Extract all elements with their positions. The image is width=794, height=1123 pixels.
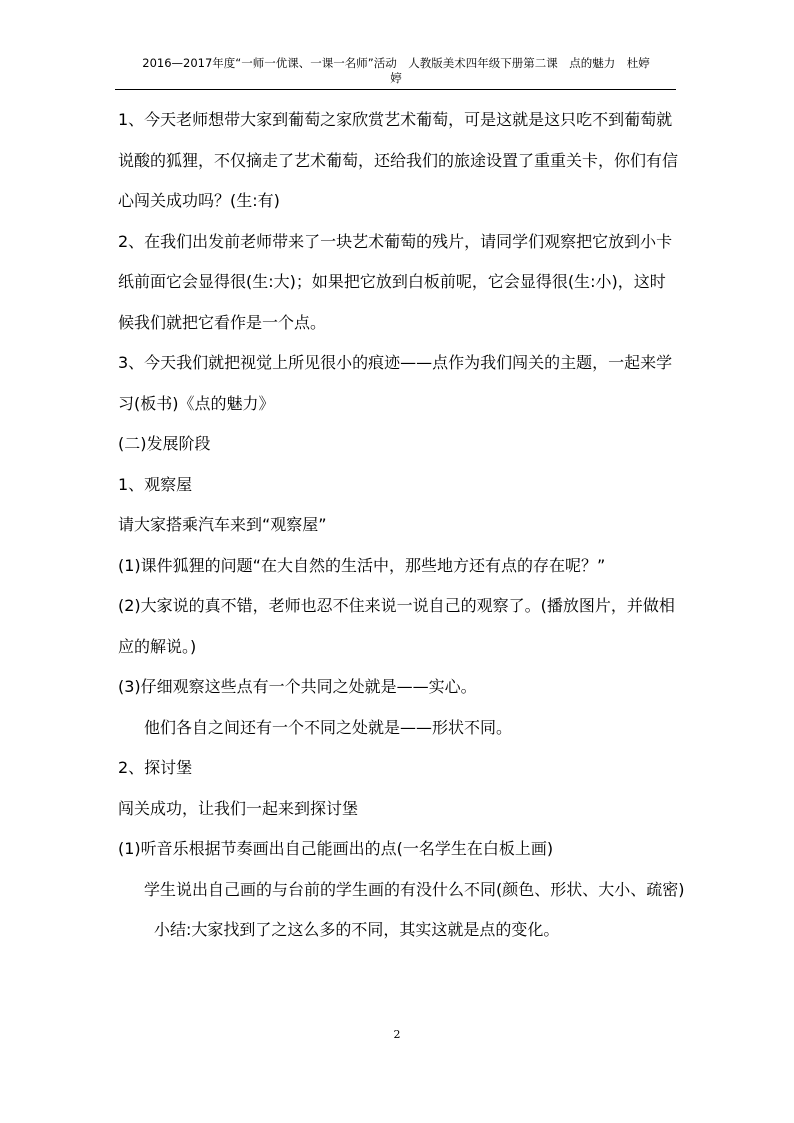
page-number: 2 xyxy=(393,1028,401,1041)
item-1-question-2-line-1: (2)大家说的真不错，老师也忍不住来说一说自己的观察了。(播放图片，并做相 xyxy=(118,596,675,615)
document-body xyxy=(118,100,685,951)
item-1-title: 1、观察屋 xyxy=(118,474,193,494)
paragraph-2-line-2: 纸前面它会显得很(生:大)；如果把它放到白板前呢，它会显得很(生:小)，这时 xyxy=(118,272,666,291)
item-2-question-1: (1)听音乐根据节奏画出自己能画出的点(一名学生在白板上画) xyxy=(118,839,554,858)
header-divider xyxy=(115,89,676,90)
paragraph-2-line-1: 2、在我们出发前老师带来了一块艺术葡萄的残片，请同学们观察把它放到小卡 xyxy=(118,231,673,251)
item-1-question-1: (1)课件狐狸的问题“在大自然的生活中，那些地方还有点的存在呢？” xyxy=(118,555,606,575)
item-2-title: 2、探讨堡 xyxy=(118,758,193,777)
section-heading: (二)发展阶段 xyxy=(118,434,211,453)
item-1-question-3: (3)仔细观察这些点有一个共同之处就是——实心。 xyxy=(118,677,477,696)
item-1-intro: 请大家搭乘汽车来到“观察屋” xyxy=(118,515,327,534)
header-line-2: 婷 xyxy=(390,71,402,85)
paragraph-1-line-3: 心闯关成功吗？(生:有) xyxy=(118,191,280,210)
paragraph-3-line-1: 3、今天我们就把视觉上所见很小的痕迹——点作为我们闯关的主题，一起来学 xyxy=(118,353,673,372)
item-2-intro: 闯关成功，让我们一起来到探讨堡 xyxy=(118,798,359,818)
item-2-question-1-continued: 学生说出自己画的与台前的学生画的有没什么不同(颜色、形状、大小、疏密) xyxy=(144,879,685,899)
item-2-summary: 小结:大家找到了之这么多的不同，其实这就是点的变化。 xyxy=(154,920,560,939)
paragraph-1-line-1: 1、今天老师想带大家到葡萄之家欣赏艺术葡萄，可是这就是这只吃不到葡萄就 xyxy=(118,110,673,129)
page-header xyxy=(115,56,677,86)
header-line-1: 2016—2017年度“一师一优课、一课一名师”活动 人教版美术四年级下册第二课 点的魅力 杜婷 xyxy=(142,56,650,70)
paragraph-3-line-2: 习(板书)《点的魅力》 xyxy=(118,393,275,413)
paragraph-2-line-3: 候我们就把它看作是一个点。 xyxy=(118,312,327,332)
item-1-question-2-line-2: 应的解说。) xyxy=(118,636,197,656)
item-1-question-3-continued: 他们各自之间还有一个不同之处就是——形状不同。 xyxy=(144,717,513,737)
paragraph-1-line-2: 说酸的狐狸，不仅摘走了艺术葡萄，还给我们的旅途设置了重重关卡，你们有信 xyxy=(118,150,679,170)
